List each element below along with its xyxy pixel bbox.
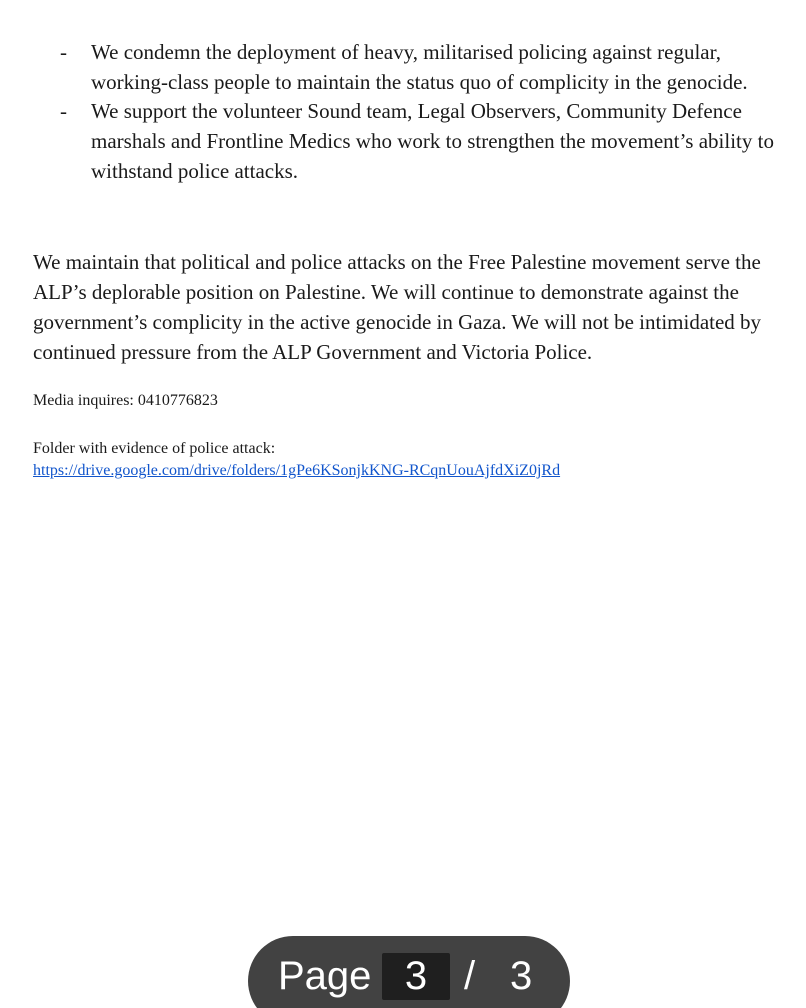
bullet-marker: - [60, 99, 67, 124]
statement-paragraph: We maintain that political and police attacks on the Free Palestine movement serve the ALP’s deplorable position on Palestine. We will continue to demonstrate against the government’s complicity in the active genocide in Gaza. We will not be intimidated by continued pressure from the ALP Government and Victoria Police. [33, 250, 762, 364]
page-label: Page [278, 954, 372, 998]
bullet-text: We support the volunteer Sound team, Legal Observers, Community Defence marshals and Frontline Medics who work to strengthen the movement’s ability to withstand police attacks. [91, 99, 774, 183]
media-inquiries: Media inquires: 0410776823 [33, 392, 218, 409]
evidence-folder [33, 438, 560, 482]
folder-link[interactable]: https://drive.google.com/drive/folders/1gPe6KSonjkKNG-RCqnUouAjfdXiZ0jRd [33, 462, 561, 479]
page-separator: / [464, 954, 476, 998]
page-indicator [248, 936, 570, 1008]
folder-label: Folder with evidence of police attack: [33, 440, 276, 457]
bullet-item [0, 38, 806, 97]
bullet-list [0, 38, 806, 187]
bullet-item [0, 97, 806, 186]
bullet-marker: - [60, 40, 67, 64]
total-pages: 3 [510, 954, 533, 998]
current-page-input[interactable]: 3 [382, 953, 450, 1000]
bullet-text: We condemn the deployment of heavy, militarised policing against regular, working-class people to maintain the status quo of complicity in the genocide. [91, 40, 748, 94]
